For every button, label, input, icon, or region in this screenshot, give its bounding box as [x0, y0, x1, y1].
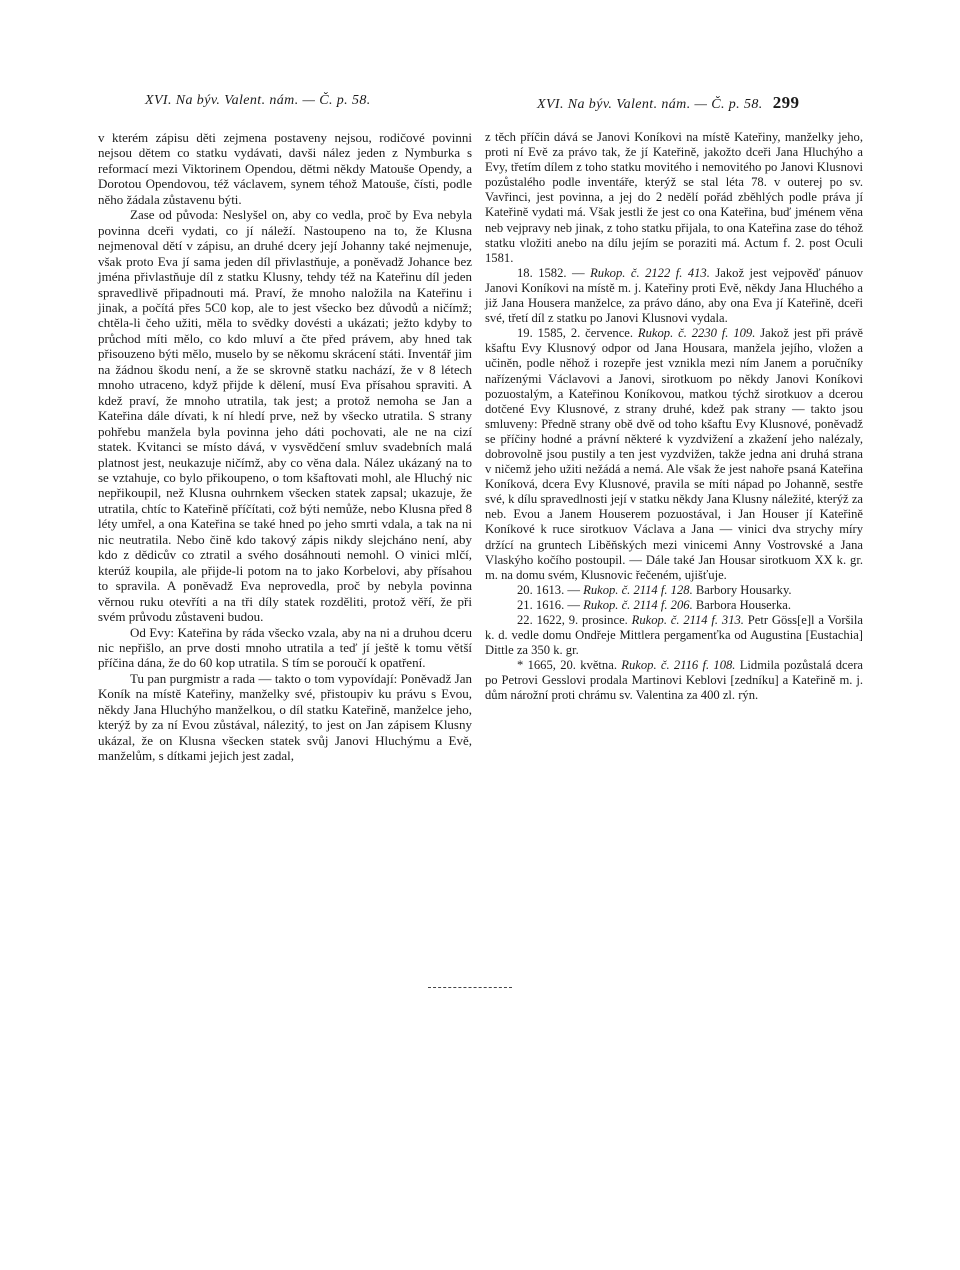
- entry-number: 20. 1613. —: [517, 582, 584, 597]
- entry-text: Jakož jest vejpověď pánuov Janovi Koníkovi na místě m. j. Kateřiny proti Evě, někdy Jana Hluchého a již Jana Housera manželce, za právo dáno, aby ona Eva jí Kateřině, dceři své, třetí díl z statku po Janovi Klusnovi vydala.: [485, 265, 864, 326]
- entry-22: [485, 613, 863, 658]
- entry-text: Barbora Houserka.: [692, 597, 791, 612]
- entry-23: [485, 658, 863, 703]
- entry-21: [485, 598, 863, 613]
- entry-text: Lidmila pozůstalá dcera po Petrovi Gesslovi prodala Martinovi Keblovi [zedníku] a Kateřině m. j. dům nárožní proti chrámu sv. Valentina za 400 zl. rýn.: [485, 658, 864, 703]
- paragraph: Tu pan purgmistr a rada — takto o tom vypovídají: Poněvadž Jan Koník na místě Kateřiny, manželky své, přistoupiv ku právu s Evou, někdy Jana Hluchýho manželkou, o díl statku Kateřině, manželce jeho, kterýž by za ní Evou zůstával, nálezitý, to jest on Jan zápisem Klusny ukázal, že on Klusna všecken statek svůj Janovi Hluchýmu a Evě, manželům, s dítkami jejich jest zadal,: [98, 670, 472, 764]
- entry-text: Jakož jest při právě kšaftu Evy Klusnový odpor od Jana Housara, manžela jejího, vložen a učiněn, podle něhož i rozepře jest vznikla mezi ním Janem a poručníky nařízenými Václavovi a Janovi, sirotkuom po někdy Janovi Koníkovi pozuostalým, a Kateřinou Koníkovou, matkou týchž sirotkuov a dcerou dotčené Evy Klusnové, z strany druhé, kdež pak strany — takto jsou smluveny: Předně strany obě dvě od toho kšaftu Evy Klusnové, poněvadž se příčiny hodné a právní některé k vyzdvižení a zkažení jeho nalézaly, dobrovolně jsou pustily a ten jest vyzdvižen, takže jedna ani druhá strana v ničemž jeho užiti nežádá a nemá. Ale však že jest nahoře psaná Kateřina Koníková, dcera Evy Klusnové, pravila se míti nápad po Johanně, sestře své, k dílu spravedlnosti její v statku někdy Jana Klusny náležité, kterýž za neb. Evou a Janem Houserem pozuostával, i Jan Houser jí Kateřině Koníkové k ruce sirotkuov Václava a Jana — vinici dva strychy míry držící na gruntech Liběňských mezi vinicemi Anny Vostrovské a Jana Vlaskýho kočího postoupil. — Dále také Jan Housar sirotkuom XX k. gr. m. na domu svém, Klusnovic řečeném, ujišťuje.: [485, 326, 863, 582]
- paragraph: z těch příčin dává se Janovi Koníkovi na místě Kateřiny, manželky jeho, proti ní Evě za právo tak, že jí Kateřině, jakožto dceři Jana Hluchýho a Evy, třetím dílem z toho statku movitého i nemovitého po Janovi Klusnovi pozůstalého podle inventáře, kterýž se stal léta 78. v outerej po sv. Vavřinci, jest povinna, a jej do 2 nedělí pořád zběhlých podle práva jí Kateřině vydati má. Však jestli že jest co ona Kateřina, buď jménem věna neb vejpravy neb jinak, z toho statku přijala, to ona Kateřina zase do téhož statku vložiti anebo na dílu jejím se poraziti má. Actum f. 2. post Oculi 1581.: [485, 130, 863, 265]
- left-column: [98, 130, 472, 764]
- entry-number: 21. 1616. —: [517, 597, 584, 612]
- page-number: 299: [772, 93, 800, 112]
- entry-number: 18. 1582. —: [517, 265, 591, 280]
- manuscript-citation: Rukop. č. 2122 f. 413.: [590, 265, 710, 280]
- running-header-left: [145, 93, 371, 109]
- entry-19: [485, 326, 863, 583]
- entry-text: Petr Göss[e]l a Voršila k. d. vedle domu Ondřeje Mittlera pergamenťka od Augustina [Eustachia] Dittle za 350 k. gr.: [485, 613, 863, 658]
- entry-number: 19. 1585, 2. července.: [517, 326, 638, 341]
- manuscript-citation: Rukop. č. 2230 f. 109.: [637, 326, 756, 341]
- manuscript-citation: Rukop. č. 2114 f. 128.: [583, 582, 693, 597]
- paragraph: Od Evy: Kateřina by ráda všecko vzala, aby na ni a druhou dceru nic nepřišlo, an prve dosti mnoho utratila a teď jí ještě k tomu větší příčina dána, že do 60 kop utratila. S tím se poroučí k opatření.: [98, 624, 472, 671]
- entry-number: * 1665, 20. května.: [517, 658, 622, 673]
- manuscript-citation: Rukop. č. 2114 f. 313.: [631, 613, 744, 627]
- entry-number: 22. 1622, 9. prosince.: [517, 613, 632, 627]
- paragraph: v kterém zápisu děti zejmena postaveny nejsou, rodičové povinni nejsou dětem co statku vydávati, davši nález jeden z Nymburka s reformací mezi Viktorinem Opendou, dětmi někdy Matouše Opendy, a Dorotou Opendovou, též václavem, synem téhož Matouše, čísti, podle něho žádala zůstavenu býti.: [98, 130, 472, 207]
- right-column: [485, 130, 863, 704]
- manuscript-citation: Rukop. č. 2116 f. 108.: [621, 658, 736, 673]
- manuscript-citation: Rukop. č. 2114 f. 206.: [583, 597, 693, 612]
- entry-text: Barbory Housarky.: [692, 582, 792, 597]
- entry-18: [485, 266, 863, 326]
- running-title-left: XVI. Na býv. Valent. nám. — Č. p. 58.: [145, 93, 371, 108]
- section-divider: [428, 987, 512, 988]
- running-title-right: XVI. Na býv. Valent. nám. — Č. p. 58.: [537, 97, 763, 112]
- running-header-right: [537, 93, 799, 113]
- paragraph: Zase od původa: Neslyšel on, aby co vedla, proč by Eva nebyla povinna dceři vydati, co jí náleží. Nastoupeno na to, že Klusna nejmenoval dětí v zápisu, an druhé dcery její Johanny také nejmenuje, však proto Eva jí sama jeden díl přivlastňuje, a poněvadž Johance bez jména přivlastňuje díl z statku Klusny, tehdy též na Kateřinu díl jeden spravedlivě připadnouti má. Praví, že mnoho naložila na Kateřinu i jinak, a počítá přes 5C0 kop, ale to jest všecko bez důvodů a ničímž; chtěla-li čeho užiti, měla to svědky dovésti a ukázati; ježto kdyby to průchod míti mělo, co kdo mluví a čte před právem, aby hned tak přisouzeno býti mělo, muselo by se někomu skrácení státi. Inventář jim na žádnou škodu není, a že se skrovně statku nachází, že v 8 létech mnoho utraceno, když přijde k dělení, musí Eva přísahou spraviti. A kdež praví, že mnoho utratila, tak jest; a protož nemoha se Jan a Kateřina dále dívati, k ní hledí prve, než by všecko utratila. S strany pohřebu manžela byla povinna jeho dáti pochovati, ale ne na cizí statek. Kvitanci se místo dává, v vysvědčení smluv svadebních malá platnost jest, neukazuje ničímž, aby co věna dala. Nález ukázaný na to se vztahuje, co bylo přikoupeno, o tom kšaftovati mohl, ale Hluchý nic nepřikoupil, než Klusna ouhrnkem všecken statek zapsal; ukazuje, že utratila, chtíc to Kateřině příčítati, což býti nemůže, nebo Klusna před 8 léty umřel, a ona Kateřina se také hned po jeho smrti vdala, a tak na ni nic neutratila. Nebo čině kdo takový zápis nikdy slejcháno není, aby kdo z dědicův co ztratil a svého dosáhnouti nemohl. O vinici mlčí, kterúž koupila, ale přijde-li potom na to jako Korbelovi, aby přísahou to spravila. A poněvadž Eva neprovedla, proč by nebyla povinna věrnou ruku otevříti a na tři díly statek rozděliti, protož věří, že při svém průvodu zůstaveni budou.: [98, 207, 472, 625]
- entry-20: [485, 583, 863, 598]
